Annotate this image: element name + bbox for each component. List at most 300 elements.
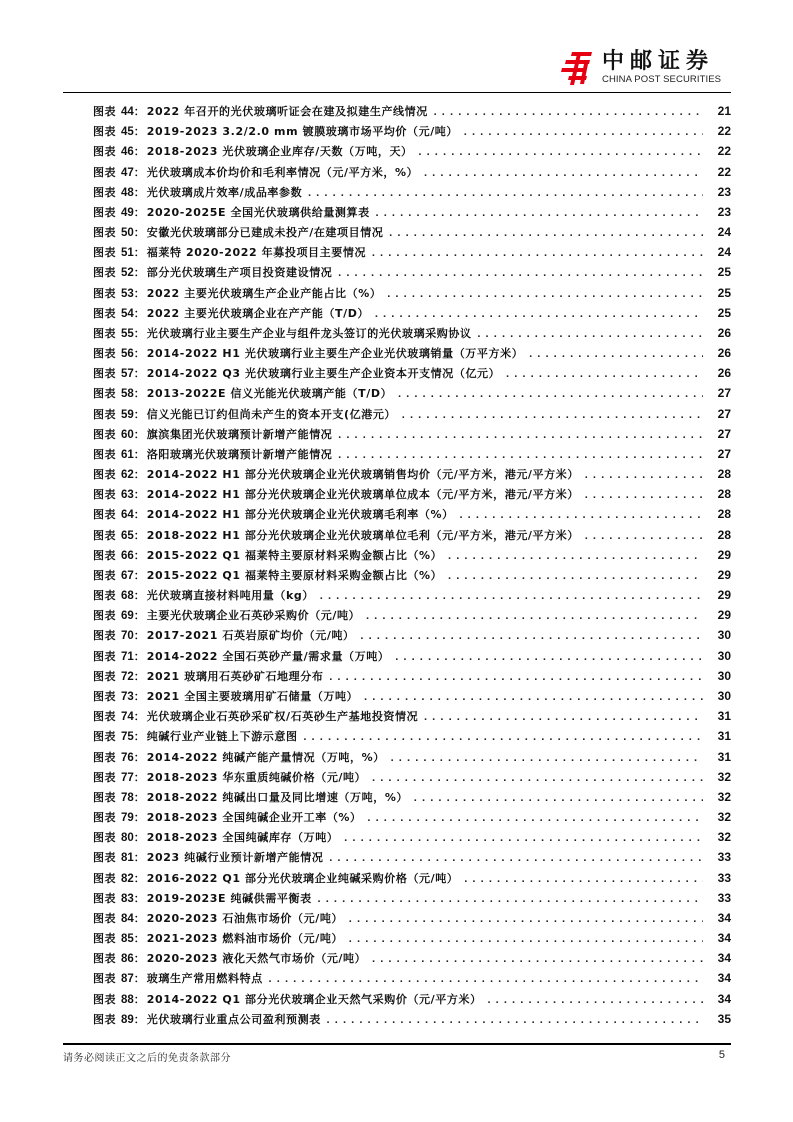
toc-entry-number: 77	[121, 771, 134, 784]
toc-entry-page: 29	[717, 588, 731, 603]
toc-entry-title: 2014-2022 全国石英砂产量/需求量（万吨）	[146, 649, 390, 663]
toc-entry-number: 57	[121, 368, 134, 381]
toc-entry-prefix: 图表	[93, 125, 116, 139]
toc-entry-prefix: 图表	[93, 891, 116, 905]
toc-entry-title: 信义光能已订约但尚未产生的资本开支(亿港元）	[146, 407, 397, 421]
toc-entry-title: 旗滨集团光伏玻璃预计新增产能情况	[146, 427, 333, 441]
toc-entry-colon: ：	[133, 770, 145, 784]
toc-entry-prefix: 图表	[93, 932, 116, 946]
toc-entry-number: 44	[121, 106, 134, 118]
toc-entry-page: 25	[717, 305, 731, 320]
toc-entry-number: 74	[121, 711, 134, 724]
toc-leader-dots	[336, 446, 703, 466]
toc-entry-colon: ：	[133, 750, 145, 764]
toc-entry-colon: ：	[133, 649, 145, 663]
toc-entry-page: 23	[717, 184, 731, 199]
toc-entry-title: 2018-2023 全国纯碱企业开工率（%）	[146, 811, 362, 825]
toc-entry-title: 光伏玻璃成片效率/成品率参数	[146, 185, 303, 199]
toc-entry-title: 2015-2022 Q1 福莱特主要原材料采购金额占比（%）	[146, 548, 443, 562]
toc-entry[interactable]	[93, 666, 731, 686]
toc-entry-colon: ：	[133, 326, 145, 340]
toc-entry[interactable]	[93, 968, 731, 988]
toc-entry-colon: ：	[133, 306, 145, 320]
toc-entry-colon: ：	[133, 286, 145, 300]
toc-entry-page: 27	[717, 446, 731, 461]
toc-entry-title: 部分光伏玻璃生产项目投资建设情况	[146, 266, 333, 280]
toc-leader-dots	[458, 506, 703, 526]
toc-leader-dots	[422, 708, 703, 728]
toc-entry-prefix: 图表	[93, 831, 116, 845]
toc-entry-title: 2020-2025E 全国光伏玻璃供给量测算表	[146, 205, 370, 219]
toc-entry-prefix: 图表	[93, 488, 116, 502]
toc-entry-page: 34	[717, 910, 731, 925]
toc-entry[interactable]	[93, 948, 731, 968]
toc-entry-number: 47	[121, 166, 134, 179]
toc-entry-prefix: 图表	[93, 347, 116, 361]
toc-entry-number: 53	[121, 287, 134, 300]
toc-leader-dots	[327, 849, 703, 869]
toc-entry-prefix: 图表	[93, 770, 116, 784]
toc-entry-colon: ：	[133, 972, 145, 986]
toc-entry[interactable]	[93, 504, 731, 524]
toc-entry[interactable]	[93, 383, 731, 403]
toc-entry-page: 34	[717, 951, 731, 966]
toc-entry-number: 83	[121, 892, 134, 905]
toc-entry[interactable]	[93, 283, 731, 303]
toc-entry-title: 玻璃生产常用燃料特点	[146, 972, 263, 986]
toc-entry-colon: ：	[133, 609, 145, 623]
toc-leader-dots	[362, 688, 703, 708]
toc-leader-dots	[302, 728, 703, 748]
toc-entry-prefix: 图表	[93, 246, 116, 260]
toc-leader-dots	[583, 527, 703, 547]
toc-entry[interactable]	[93, 1009, 731, 1029]
toc-entry-colon: ：	[133, 185, 145, 199]
logo-chinese-name: 中邮证券	[602, 49, 715, 74]
toc-entry-title: 光伏玻璃直接材料吨用量（kg）	[146, 589, 314, 603]
toc-entry-title: 光伏玻璃企业石英砂采矿权/石英砂生产基地投资情况	[146, 710, 419, 724]
toc-entry-colon: ：	[133, 669, 145, 683]
toc-entry[interactable]	[93, 242, 731, 262]
toc-entry-page: 28	[717, 467, 731, 482]
toc-leader-dots	[400, 406, 703, 426]
toc-entry[interactable]	[93, 928, 731, 948]
toc-leader-dots	[422, 164, 703, 184]
toc-entry-prefix: 图表	[93, 811, 116, 825]
toc-entry-title: 2018-2022 纯碱出口量及同比增速（万吨，%）	[146, 790, 409, 804]
toc-entry[interactable]	[93, 343, 731, 363]
toc-entry-page: 29	[717, 608, 731, 623]
toc-entry-prefix: 图表	[93, 871, 116, 885]
toc-entry-colon: ：	[133, 710, 145, 724]
toc-entry-title: 2018-2023 全国纯碱库存（万吨）	[146, 831, 339, 845]
toc-entry[interactable]	[93, 726, 731, 746]
toc-entry-prefix: 图表	[93, 730, 116, 744]
toc-entry[interactable]	[93, 646, 731, 666]
toc-entry-colon: ：	[133, 488, 145, 502]
toc-leader-dots	[366, 809, 703, 829]
toc-entry-number: 81	[121, 852, 134, 865]
toc-entry-title: 2020-2023 液化天然气市场价（元/吨）	[146, 952, 367, 966]
toc-entry-prefix: 图表	[93, 367, 116, 381]
toc-entry-title: 光伏玻璃行业重点公司盈利预测表	[146, 1012, 321, 1026]
toc-leader-dots	[373, 305, 703, 325]
toc-entry[interactable]	[93, 262, 731, 282]
toc-entry[interactable]	[93, 363, 731, 383]
toc-entry-prefix: 图表	[93, 226, 116, 240]
toc-entry-colon: ：	[133, 548, 145, 562]
toc-entry-prefix: 图表	[93, 407, 116, 421]
toc-entry-page: 33	[717, 890, 731, 905]
toc-entry-number: 70	[121, 630, 134, 643]
toc-entry-number: 56	[121, 348, 134, 361]
toc-entry-colon: ：	[133, 528, 145, 542]
toc-entry-number: 54	[121, 307, 134, 320]
toc-entry[interactable]	[93, 767, 731, 787]
toc-entry-colon: ：	[133, 790, 145, 804]
toc-entry[interactable]	[93, 706, 731, 726]
toc-entry[interactable]	[93, 222, 731, 242]
toc-leader-dots	[306, 184, 703, 204]
toc-leader-dots	[583, 466, 703, 486]
toc-entry-page: 35	[717, 1011, 731, 1026]
toc-entry-colon: ：	[133, 629, 145, 643]
toc-entry-prefix: 图表	[93, 952, 116, 966]
toc-entry-number: 80	[121, 832, 134, 845]
footer-page-number: 5	[718, 1049, 725, 1061]
toc-entry-title: 2022 年召开的光伏玻璃听证会在建及拟建生产线情况	[146, 105, 428, 118]
toc-entry-page: 32	[717, 830, 731, 845]
toc-entry-prefix: 图表	[93, 306, 116, 320]
toc-entry-title: 福莱特 2020-2022 年募投项目主要情况	[146, 246, 367, 260]
toc-entry-colon: ：	[133, 911, 145, 925]
toc-entry-title: 主要光伏玻璃企业石英砂采购价（元/吨）	[146, 609, 361, 623]
toc-entry-prefix: 图表	[93, 286, 116, 300]
toc-entry[interactable]	[93, 101, 731, 121]
toc-entry-prefix: 图表	[93, 710, 116, 724]
toc-leader-dots	[417, 143, 703, 163]
toc-leader-dots	[387, 224, 703, 244]
toc-leader-dots	[336, 264, 703, 284]
toc-entry[interactable]	[93, 625, 731, 645]
toc-entry[interactable]	[93, 121, 731, 141]
toc-entry[interactable]	[93, 908, 731, 928]
toc-entry-colon: ：	[133, 387, 145, 401]
toc-entry-page: 28	[717, 527, 731, 542]
toc-leader-dots	[318, 587, 703, 607]
toc-entry-title: 2021 玻璃用石英砂矿石地理分布	[146, 669, 324, 683]
toc-leader-dots	[316, 890, 703, 910]
toc-leader-dots	[504, 365, 703, 385]
toc-entry-number: 55	[121, 327, 134, 340]
toc-entry[interactable]	[93, 686, 731, 706]
toc-entry-title: 2022 主要光伏玻璃企业在产产能（T/D）	[146, 306, 370, 320]
toc-entry[interactable]	[93, 565, 731, 585]
footer-divider	[63, 1043, 731, 1045]
toc-entry-page: 30	[717, 688, 731, 703]
figure-list	[93, 101, 731, 1029]
china-post-logo-icon	[560, 50, 594, 86]
toc-entry-prefix: 图表	[93, 548, 116, 562]
toc-leader-dots	[527, 345, 703, 365]
toc-entry-page: 31	[717, 729, 731, 744]
toc-entry-number: 76	[121, 751, 134, 764]
toc-entry-colon: ：	[133, 811, 145, 825]
toc-entry-page: 25	[717, 285, 731, 300]
toc-entry-prefix: 图表	[93, 326, 116, 340]
toc-entry[interactable]	[93, 847, 731, 867]
toc-entry-colon: ：	[133, 407, 145, 421]
toc-entry[interactable]	[93, 141, 731, 161]
toc-entry[interactable]	[93, 303, 731, 323]
header-divider	[63, 92, 731, 93]
toc-entry[interactable]	[93, 404, 731, 424]
toc-entry-page: 33	[717, 850, 731, 865]
toc-entry-number: 65	[121, 529, 134, 542]
toc-entry-number: 64	[121, 509, 134, 522]
toc-entry-colon: ：	[133, 851, 145, 865]
footer-disclaimer: 请务必阅读正文之后的免责条款部分	[63, 1053, 231, 1064]
toc-entry-number: 75	[121, 731, 134, 744]
toc-entry[interactable]	[93, 323, 731, 343]
toc-entry-prefix: 图表	[93, 105, 116, 118]
toc-leader-dots	[327, 668, 703, 688]
company-logo	[560, 48, 721, 88]
toc-entry-prefix: 图表	[93, 508, 116, 522]
toc-entry-page: 23	[717, 204, 731, 219]
toc-entry-title: 洛阳玻璃光伏玻璃预计新增产能情况	[146, 447, 333, 461]
toc-entry-title: 2014-2022 H1 部分光伏玻璃企业光伏玻璃销售均价（元/平方米，港元/平方米）	[146, 468, 579, 482]
toc-entry-prefix: 图表	[93, 145, 116, 159]
toc-entry-colon: ：	[133, 730, 145, 744]
toc-entry-prefix: 图表	[93, 649, 116, 663]
toc-entry-prefix: 图表	[93, 629, 116, 643]
toc-entry-colon: ：	[133, 427, 145, 441]
toc-entry-title: 2014-2022 H1 部分光伏玻璃企业光伏玻璃单位成本（元/平方米，港元/平方米）	[146, 488, 579, 502]
toc-entry-title: 2016-2022 Q1 部分光伏玻璃企业纯碱采购价格（元/吨）	[146, 871, 459, 885]
toc-entry-prefix: 图表	[93, 1012, 116, 1026]
toc-entry-page: 34	[717, 991, 731, 1006]
toc-entry[interactable]	[93, 464, 731, 484]
toc-entry-number: 85	[121, 933, 134, 946]
toc-entry-page: 30	[717, 628, 731, 643]
toc-entry[interactable]	[93, 868, 731, 888]
toc-entry[interactable]	[93, 888, 731, 908]
toc-entry-number: 49	[121, 206, 134, 219]
toc-entry-prefix: 图表	[93, 689, 116, 703]
toc-entry-colon: ：	[133, 447, 145, 461]
toc-entry-page: 26	[717, 325, 731, 340]
toc-entry-colon: ：	[133, 246, 145, 260]
toc-leader-dots	[476, 325, 703, 345]
toc-entry-number: 60	[121, 428, 134, 441]
toc-leader-dots	[486, 991, 703, 1011]
toc-entry-colon: ：	[133, 226, 145, 240]
toc-entry-number: 87	[121, 973, 134, 986]
toc-entry[interactable]	[93, 162, 731, 182]
toc-entry-prefix: 图表	[93, 851, 116, 865]
toc-leader-dots	[396, 385, 703, 405]
toc-entry-title: 2022 主要光伏玻璃生产企业产能占比（%）	[146, 286, 382, 300]
toc-entry-page: 28	[717, 507, 731, 522]
toc-entry-page: 32	[717, 769, 731, 784]
toc-entry-title: 2013-2022E 信义光能光伏玻璃产能（T/D）	[146, 387, 393, 401]
toc-entry-page: 32	[717, 810, 731, 825]
toc-entry-number: 84	[121, 912, 134, 925]
toc-entry-page: 22	[717, 144, 731, 159]
toc-entry-number: 86	[121, 953, 134, 966]
toc-entry-title: 2018-2022 H1 部分光伏玻璃企业光伏玻璃单位毛利（元/平方米，港元/平方米）	[146, 528, 579, 542]
toc-entry-page: 22	[717, 164, 731, 179]
toc-entry-number: 58	[121, 388, 134, 401]
toc-entry-colon: ：	[133, 145, 145, 159]
toc-leader-dots	[347, 930, 703, 950]
toc-entry-number: 48	[121, 186, 134, 199]
toc-entry[interactable]	[93, 525, 731, 545]
toc-entry-page: 34	[717, 971, 731, 986]
toc-entry-title: 2021 全国主要玻璃用矿石储量（万吨）	[146, 689, 359, 703]
toc-leader-dots	[462, 870, 703, 890]
toc-entry-title: 2014-2022 纯碱产能产量情况（万吨，%）	[146, 750, 385, 764]
toc-entry-title: 2020-2023 石油焦市场价（元/吨）	[146, 911, 344, 925]
toc-leader-dots	[385, 285, 703, 305]
toc-entry-colon: ：	[133, 266, 145, 280]
toc-entry-page: 26	[717, 346, 731, 361]
toc-entry-number: 66	[121, 549, 134, 562]
toc-entry-colon: ：	[133, 831, 145, 845]
toc-entry-colon: ：	[133, 871, 145, 885]
toc-entry-number: 52	[121, 267, 134, 280]
toc-entry-prefix: 图表	[93, 750, 116, 764]
toc-entry[interactable]	[93, 747, 731, 767]
toc-entry-colon: ：	[133, 367, 145, 381]
toc-entry-page: 24	[717, 225, 731, 240]
toc-entry-prefix: 图表	[93, 468, 116, 482]
toc-leader-dots	[347, 910, 703, 930]
toc-entry[interactable]	[93, 182, 731, 202]
toc-entry-prefix: 图表	[93, 790, 116, 804]
toc-entry-page: 31	[717, 749, 731, 764]
toc-entry-title: 光伏玻璃成本价均价和毛利率情况（元/平方米，%）	[146, 165, 419, 179]
toc-entry-page: 29	[717, 567, 731, 582]
toc-entry-title: 2023 纯碱行业预计新增产能情况	[146, 851, 324, 865]
toc-entry-prefix: 图表	[93, 528, 116, 542]
toc-entry-prefix: 图表	[93, 447, 116, 461]
toc-entry-number: 67	[121, 569, 134, 582]
toc-entry-prefix: 图表	[93, 387, 116, 401]
toc-entry-colon: ：	[133, 508, 145, 522]
toc-entry-title: 2015-2022 Q1 福莱特主要原材料采购金额占比（%）	[146, 568, 443, 582]
toc-entry-number: 59	[121, 408, 134, 421]
toc-entry-page: 29	[717, 547, 731, 562]
toc-entry[interactable]	[93, 827, 731, 847]
toc-entry[interactable]	[93, 605, 731, 625]
toc-entry-prefix: 图表	[93, 205, 116, 219]
toc-entry-title: 2018-2023 华东重质纯碱价格（元/吨）	[146, 770, 367, 784]
toc-entry-colon: ：	[133, 468, 145, 482]
toc-leader-dots	[342, 829, 703, 849]
toc-entry-number: 46	[121, 146, 134, 159]
toc-entry-page: 32	[717, 789, 731, 804]
toc-entry-colon: ：	[133, 992, 145, 1006]
toc-entry-colon: ：	[133, 932, 145, 946]
toc-entry-colon: ：	[133, 205, 145, 219]
toc-entry-colon: ：	[133, 347, 145, 361]
toc-entry-title: 2019-2023E 纯碱供需平衡表	[146, 891, 312, 905]
toc-entry-page: 24	[717, 245, 731, 260]
toc-entry-page: 22	[717, 124, 731, 139]
toc-leader-dots	[446, 567, 703, 587]
logo-english-name: CHINA POST SECURITIES	[602, 74, 722, 85]
toc-leader-dots	[267, 970, 703, 990]
toc-entry[interactable]	[93, 424, 731, 444]
toc-entry-colon: ：	[133, 689, 145, 703]
toc-leader-dots	[325, 1011, 703, 1031]
toc-entry-prefix: 图表	[93, 911, 116, 925]
toc-leader-dots	[370, 769, 703, 789]
toc-entry-prefix: 图表	[93, 992, 116, 1006]
toc-entry-number: 72	[121, 670, 134, 683]
toc-entry-page: 30	[717, 668, 731, 683]
toc-leader-dots	[370, 950, 703, 970]
toc-entry-title: 2021-2023 燃料油市场价（元/吨）	[146, 932, 344, 946]
toc-leader-dots	[393, 648, 703, 668]
toc-entry-number: 79	[121, 812, 134, 825]
toc-entry-number: 78	[121, 791, 134, 804]
toc-entry-title: 2014-2022 H1 部分光伏玻璃企业光伏玻璃毛利率（%）	[146, 508, 454, 522]
toc-entry-title: 光伏玻璃行业主要生产企业与组件龙头签订的光伏玻璃采购协议	[146, 326, 472, 340]
toc-entry-number: 82	[121, 872, 134, 885]
toc-entry-prefix: 图表	[93, 669, 116, 683]
toc-entry-prefix: 图表	[93, 165, 116, 179]
toc-entry-title: 纯碱行业产业链上下游示意图	[146, 730, 298, 744]
toc-entry-colon: ：	[133, 891, 145, 905]
toc-entry-number: 71	[121, 650, 134, 663]
toc-entry-title: 2014-2022 Q3 光伏玻璃行业主要生产企业资本开支情况（亿元）	[146, 367, 501, 381]
toc-entry-number: 88	[121, 993, 134, 1006]
toc-entry[interactable]	[93, 484, 731, 504]
toc-entry-page: 26	[717, 366, 731, 381]
toc-entry-page: 30	[717, 648, 731, 663]
toc-entry-number: 62	[121, 469, 134, 482]
toc-entry[interactable]	[93, 989, 731, 1009]
toc-entry-title: 2017-2021 石英岩原矿均价（元/吨）	[146, 629, 355, 643]
toc-entry-prefix: 图表	[93, 568, 116, 582]
toc-entry-prefix: 图表	[93, 589, 116, 603]
toc-entry-title: 2014-2022 H1 光伏玻璃行业主要生产企业光伏玻璃销量（万平方米）	[146, 347, 524, 361]
toc-entry-title: 安徽光伏玻璃部分已建成未投产/在建项目情况	[146, 226, 384, 240]
toc-entry[interactable]	[93, 202, 731, 222]
toc-leader-dots	[336, 426, 703, 446]
toc-leader-dots	[412, 789, 703, 809]
toc-entry-number: 51	[121, 247, 134, 260]
toc-entry-title: 2019-2023 3.2/2.0 mm 镀膜玻璃市场平均价（元/吨）	[146, 125, 459, 139]
toc-entry[interactable]	[93, 545, 731, 565]
toc-entry-colon: ：	[133, 125, 145, 139]
toc-entry-colon: ：	[133, 589, 145, 603]
toc-entry-number: 61	[121, 448, 134, 461]
toc-entry[interactable]	[93, 444, 731, 464]
toc-entry-page: 21	[717, 104, 731, 118]
toc-entry-page: 33	[717, 870, 731, 885]
toc-entry-page: 27	[717, 406, 731, 421]
toc-entry[interactable]	[93, 807, 731, 827]
toc-entry[interactable]	[93, 585, 731, 605]
toc-entry-prefix: 图表	[93, 185, 116, 199]
toc-entry-page: 25	[717, 265, 731, 280]
toc-entry[interactable]	[93, 787, 731, 807]
toc-entry-number: 45	[121, 126, 134, 139]
